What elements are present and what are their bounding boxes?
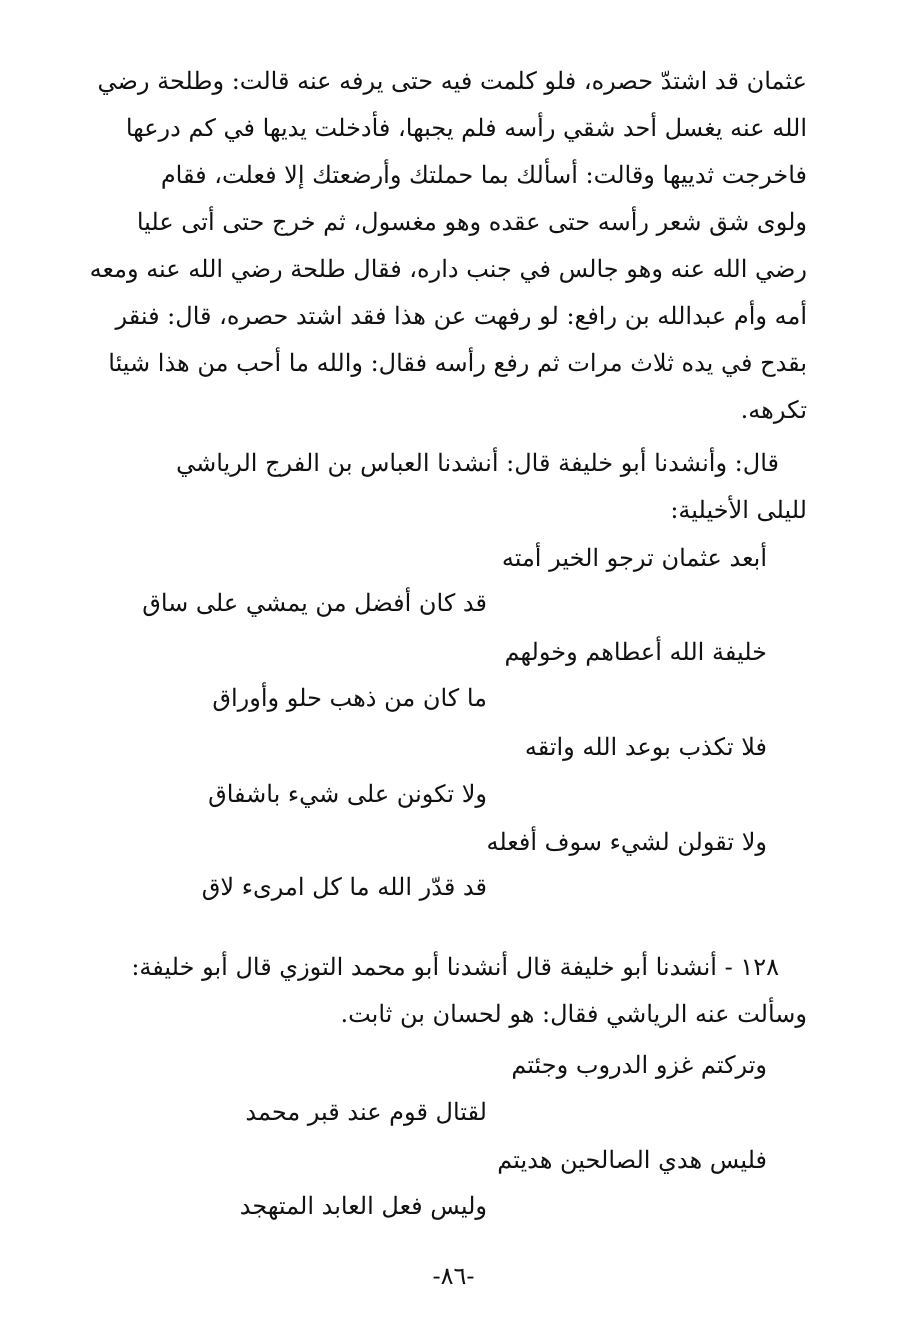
text-line: أمه وأم عبدالله بن رافع: لو رفهت عن هذا فقد اشتد حصره، قال: فنقر <box>115 302 807 330</box>
paragraph-poem-intro <box>100 440 807 534</box>
verse-line: وتركتم غزو الدروب وجئتم <box>511 1051 767 1079</box>
verse-line: خليفة الله أعطاهم وخولهم <box>504 638 767 666</box>
verse-line: ما كان من ذهب حلو وأوراق <box>212 684 487 712</box>
text-line: ولوى شق شعر رأسه حتى عقده وهو مغسول، ثم خرج حتى أتى عليا <box>136 208 807 236</box>
verse-line: وليس فعل العابد المتهجد <box>239 1192 487 1220</box>
paragraph-uthman-narration <box>89 58 807 434</box>
verse-line: أبعد عثمان ترجو الخير أمته <box>501 544 767 572</box>
text-line: وسألت عنه الرياشي فقال: هو لحسان بن ثابت. <box>340 1000 807 1028</box>
verse-line: ولا تقولن لشيء سوف أفعله <box>486 828 767 856</box>
verse-line: قد قدّر الله ما كل امرىء لاق <box>201 873 487 901</box>
text-line: تكرهه. <box>740 396 807 424</box>
paragraph-128 <box>100 944 807 1038</box>
text-line: فاخرجت ثدييها وقالت: أسألك بما حملتك وأرضعتك إلا فعلت، فقام <box>160 161 807 189</box>
text-line: بقدح في يده ثلاث مرات ثم رفع رأسه فقال: والله ما أحب من هذا شيئا <box>108 349 807 377</box>
text-line: الله عنه يغسل أحد شقي رأسه فلم يجبها، فأدخلت يديها في كم درعها <box>125 114 807 142</box>
verse-line: فلا تكذب بوعد الله واتقه <box>524 733 767 761</box>
text-line: رضي الله عنه وهو جالس في جنب داره، فقال طلحة رضي الله عنه ومعه <box>89 255 807 283</box>
verse-line: ولا تكونن على شيء باشفاق <box>208 780 487 808</box>
text-line: قال: وأنشدنا أبو خليفة قال: أنشدنا العباس بن الفرج الرياشي <box>176 449 779 477</box>
page-number: -٨٦- <box>432 1262 475 1290</box>
text-line: ١٢٨ - أنشدنا أبو خليفة قال أنشدنا أبو محمد التوزي قال أبو خليفة: <box>131 953 779 981</box>
verse-line: فليس هدي الصالحين هديتم <box>497 1146 767 1174</box>
text-line: عثمان قد اشتدّ حصره، فلو كلمت فيه حتى يرفه عنه قالت: وطلحة رضي <box>97 67 807 95</box>
verse-line: لقتال قوم عند قبر محمد <box>245 1098 487 1126</box>
verse-line: قد كان أفضل من يمشي على ساق <box>142 589 487 617</box>
text-line: لليلى الأخيلية: <box>670 496 807 524</box>
